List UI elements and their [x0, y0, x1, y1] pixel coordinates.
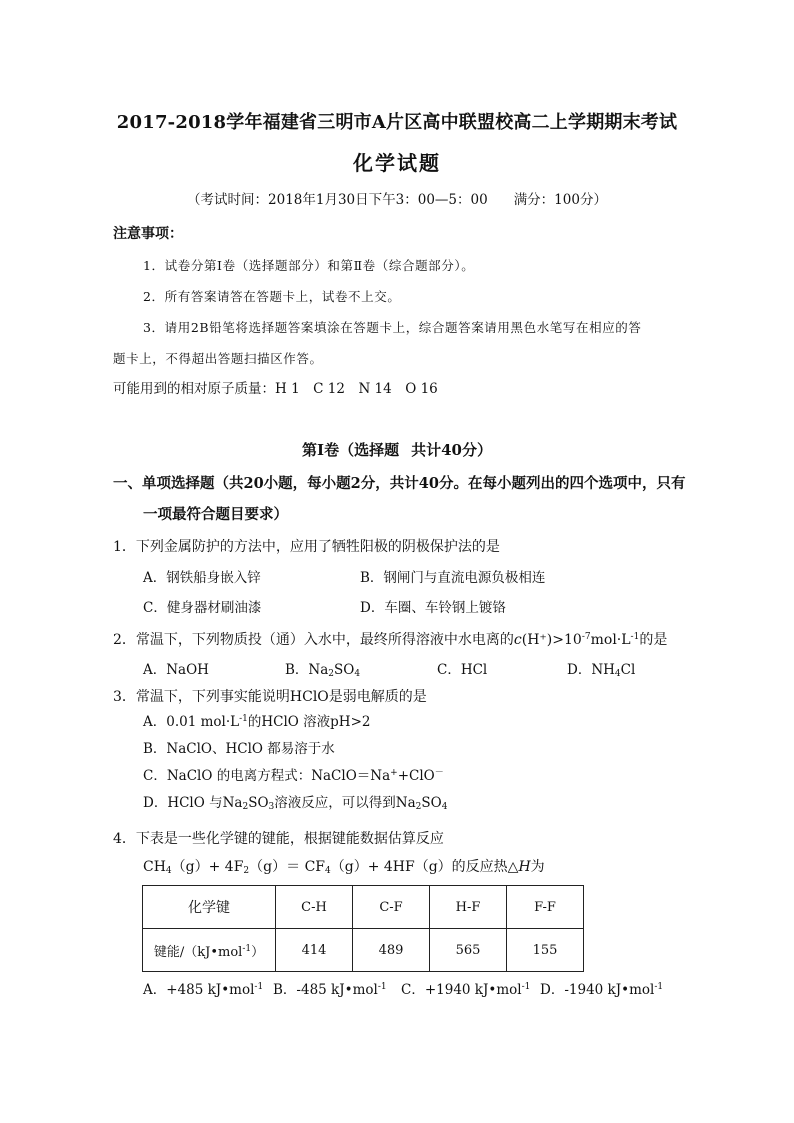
question-4-option-c: C．+1940 kJ•mol$^{-1}$	[401, 982, 531, 998]
question-2-stem: 2．常温下，下列物质投（通）入水中，最终所得溶液中水电离的$c(H^+)>10^{-7}mol\cdot L^{-1}$的是	[113, 632, 668, 648]
question-1-option-d: D．车圈、车铃钢上镀铬	[360, 600, 506, 616]
question-1-option-c: C．健身器材刷油漆	[143, 600, 262, 616]
question-4-equation: $CH_4(g)+ 4F_2(g)= CF_4(g)+ 4HF(g)$的反应热△H为	[143, 859, 545, 876]
question-4-option-b: B．-485 kJ•mol$^{-1}$	[273, 982, 387, 998]
question-3-option-c: C．NaClO 的电离方程式：NaClO＝Na++ClO－	[143, 768, 444, 784]
table-row	[143, 929, 584, 972]
question-2-option-d: D．$NH_4Cl$	[567, 662, 636, 679]
question-3-option-d: D．HClO 与$Na_2SO_3$溶液反应，可以得到$Na_2SO_4$	[143, 795, 448, 812]
table-cell: C-H	[276, 886, 353, 929]
table-row-label: 键能/（kJ•mol$^{-1}$）	[143, 929, 276, 972]
question-2-option-a: A．NaOH	[143, 662, 209, 678]
table-cell: 414	[276, 929, 353, 972]
table-cell: F-F	[507, 886, 584, 929]
question-2-option-b: B．$Na_2SO_4$	[285, 662, 361, 679]
notice-item-2: 2．所有答案请答在答题卡上，试卷不上交。	[143, 289, 401, 304]
notice-item-3: 3．请用2B铅笔将选择题答案填涂在答题卡上，综合题答案请用黑色水笔写在相应的答	[143, 320, 642, 335]
table-cell: C-F	[353, 886, 430, 929]
instruction-line-1: 一、单项选择题（共20小题，每小题2分，共计40分。在每小题列出的四个选项中，只有	[113, 475, 686, 492]
question-4-stem: 4．下表是一些化学键的键能，根据键能数据估算反应	[113, 831, 444, 847]
question-3-option-b: B．NaClO、HClO 都易溶于水	[143, 741, 335, 757]
question-3-option-a: A．0.01 $mol\cdot L^{-1}$的HClO 溶液pH>2	[143, 714, 371, 730]
table-cell: 155	[507, 929, 584, 972]
bond-energy-table	[142, 885, 584, 972]
table-cell: 489	[353, 929, 430, 972]
notice-item-3-cont: 题卡上，不得超出答题扫描区作答。	[113, 351, 323, 366]
atomic-mass-line: 可能用到的相对原子质量：H 1 C 12 N 14 O 16	[113, 381, 438, 397]
table-cell: 565	[430, 929, 507, 972]
table-header-row	[143, 886, 584, 929]
question-4-option-a: A．+485 kJ•mol$^{-1}$	[143, 982, 264, 998]
notice-item-1: 1．试卷分第Ⅰ卷（选择题部分）和第Ⅱ卷（综合题部分）。	[143, 258, 475, 273]
exam-info	[0, 194, 794, 208]
exam-subtitle: 化学试题	[353, 151, 441, 175]
full-score: 满分：100分）	[513, 192, 607, 208]
question-3-stem: 3．常温下，下列事实能说明HClO是弱电解质的是	[113, 689, 427, 705]
question-1-option-a: A．钢铁船身嵌入锌	[143, 570, 261, 586]
exam-title: 2017-2018学年福建省三明市A片区高中联盟校高二上学期期末考试	[116, 112, 678, 133]
table-cell: H-F	[430, 886, 507, 929]
exam-time: （考试时间：2018年1月30日下午3：00—5：00	[187, 192, 488, 208]
section-title: 第Ⅰ卷（选择题 共计40分）	[302, 441, 492, 459]
question-2-option-c: C．HCl	[437, 662, 488, 678]
question-1-stem: 1．下列金属防护的方法中，应用了牺牲阳极的阴极保护法的是	[113, 539, 500, 555]
table-header-label: 化学键	[143, 886, 276, 929]
notice-heading: 注意事项：	[113, 226, 183, 242]
instruction-line-2: 一项最符合题目要求）	[143, 506, 288, 523]
question-4-option-d: D．-1940 kJ•mol$^{-1}$	[540, 982, 664, 998]
question-1-option-b: B．钢闸门与直流电源负极相连	[360, 570, 546, 586]
